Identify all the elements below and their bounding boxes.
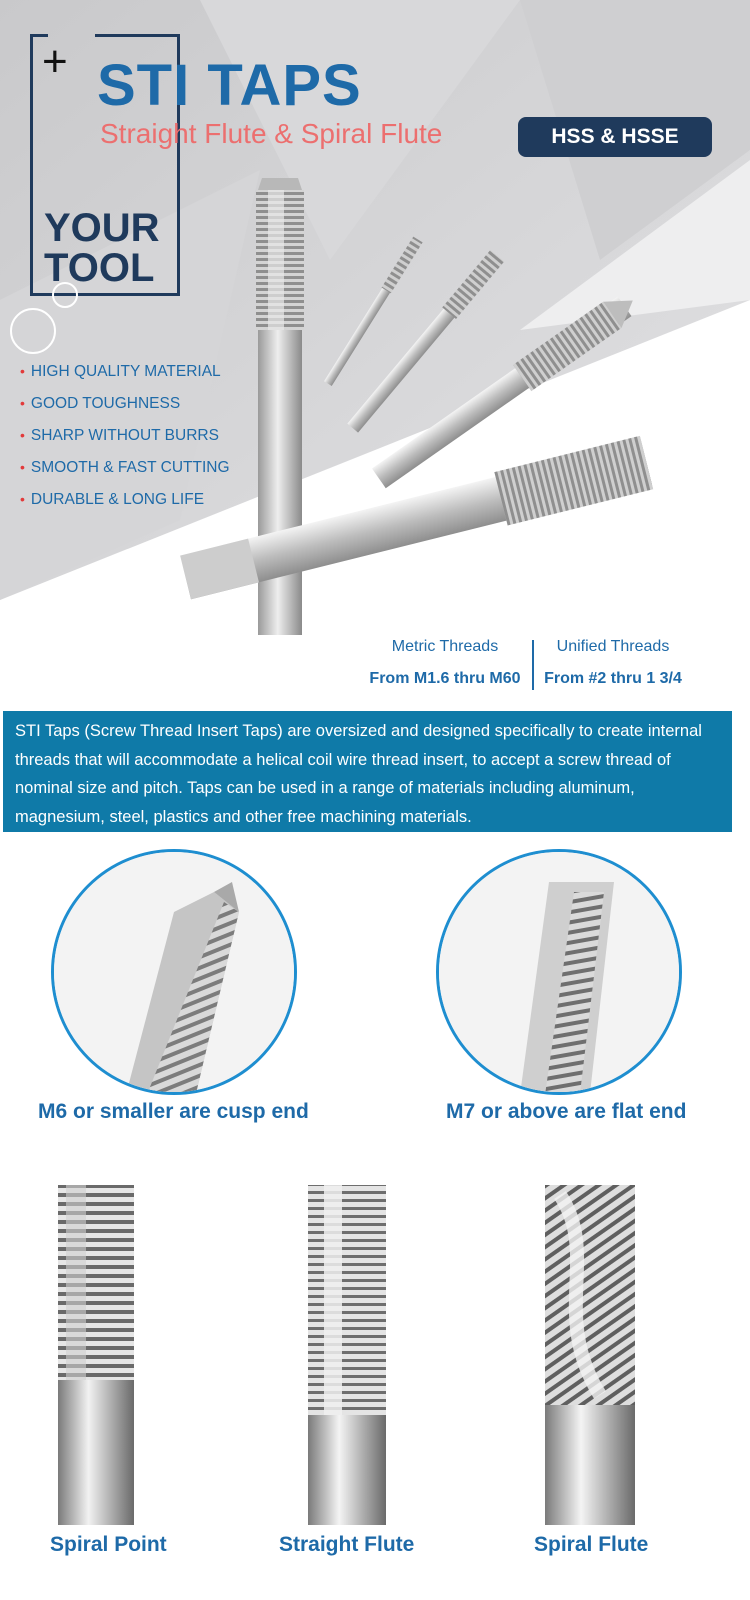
straight-flute-label: Straight Flute: [279, 1533, 415, 1556]
feature-text: HIGH QUALITY MATERIAL: [30, 363, 221, 380]
threads-divider: [532, 640, 534, 690]
spiral-point-image: [46, 1175, 146, 1525]
spiral-flute-image: [540, 1175, 640, 1525]
page-subtitle: Straight Flute & Spiral Flute: [100, 118, 443, 149]
decorative-circle-large: [10, 308, 56, 354]
feature-item: [20, 488, 230, 520]
feature-text: SHARP WITHOUT BURRS: [30, 427, 219, 444]
feature-item: [20, 392, 230, 424]
metric-threads-title: Metric Threads: [391, 638, 499, 655]
your-tool-line2: TOOL: [44, 246, 155, 290]
bullet-icon: •: [20, 491, 25, 507]
feature-text: DURABLE & LONG LIFE: [30, 491, 205, 508]
spiral-point-label: Spiral Point: [50, 1533, 167, 1556]
bullet-icon: •: [20, 427, 25, 443]
page-title: STI TAPS: [97, 53, 362, 118]
feature-text: GOOD TOUGHNESS: [30, 395, 181, 412]
feature-list: [20, 360, 230, 520]
straight-flute-image: [300, 1175, 400, 1525]
title-frame-top-right: [95, 34, 180, 37]
feature-text: SMOOTH & FAST CUTTING: [30, 459, 230, 476]
description-band: [3, 711, 732, 832]
hero-banner: [0, 0, 750, 700]
unified-threads-title: Unified Threads: [556, 638, 670, 655]
cusp-end-image: [51, 849, 297, 1095]
decorative-circle-small: [52, 282, 78, 308]
metric-threads: [360, 636, 530, 690]
feature-item: [20, 456, 230, 488]
bullet-icon: •: [20, 363, 25, 379]
metric-threads-range: From M1.6 thru M60: [369, 670, 521, 687]
description-text: STI Taps (Screw Thread Insert Taps) are oversized and designed specifically to create internal threads that will accommodate a helical coil wire thread insert, to accept a screw thread of nominal size and pitch. Taps can be used in a range of materials including aluminum, magnesium, steel, plastics and other free machining materials.: [15, 722, 702, 826]
feature-item: [20, 360, 230, 392]
flat-end-label: M7 or above are flat end: [446, 1100, 687, 1123]
your-tool-line1: YOUR: [44, 206, 160, 250]
thread-ranges: [360, 636, 700, 696]
material-badge: HSS & HSSE: [518, 117, 712, 157]
plus-icon: +: [42, 37, 68, 86]
your-tool-logo: [44, 208, 160, 288]
cusp-end-label: M6 or smaller are cusp end: [38, 1100, 309, 1123]
unified-threads-range: From #2 thru 1 3/4: [544, 670, 682, 687]
bullet-icon: •: [20, 395, 25, 411]
unified-threads: [538, 636, 688, 690]
spiral-flute-label: Spiral Flute: [534, 1533, 649, 1556]
feature-item: [20, 424, 230, 456]
bullet-icon: •: [20, 459, 25, 475]
flat-end-image: [436, 849, 682, 1095]
